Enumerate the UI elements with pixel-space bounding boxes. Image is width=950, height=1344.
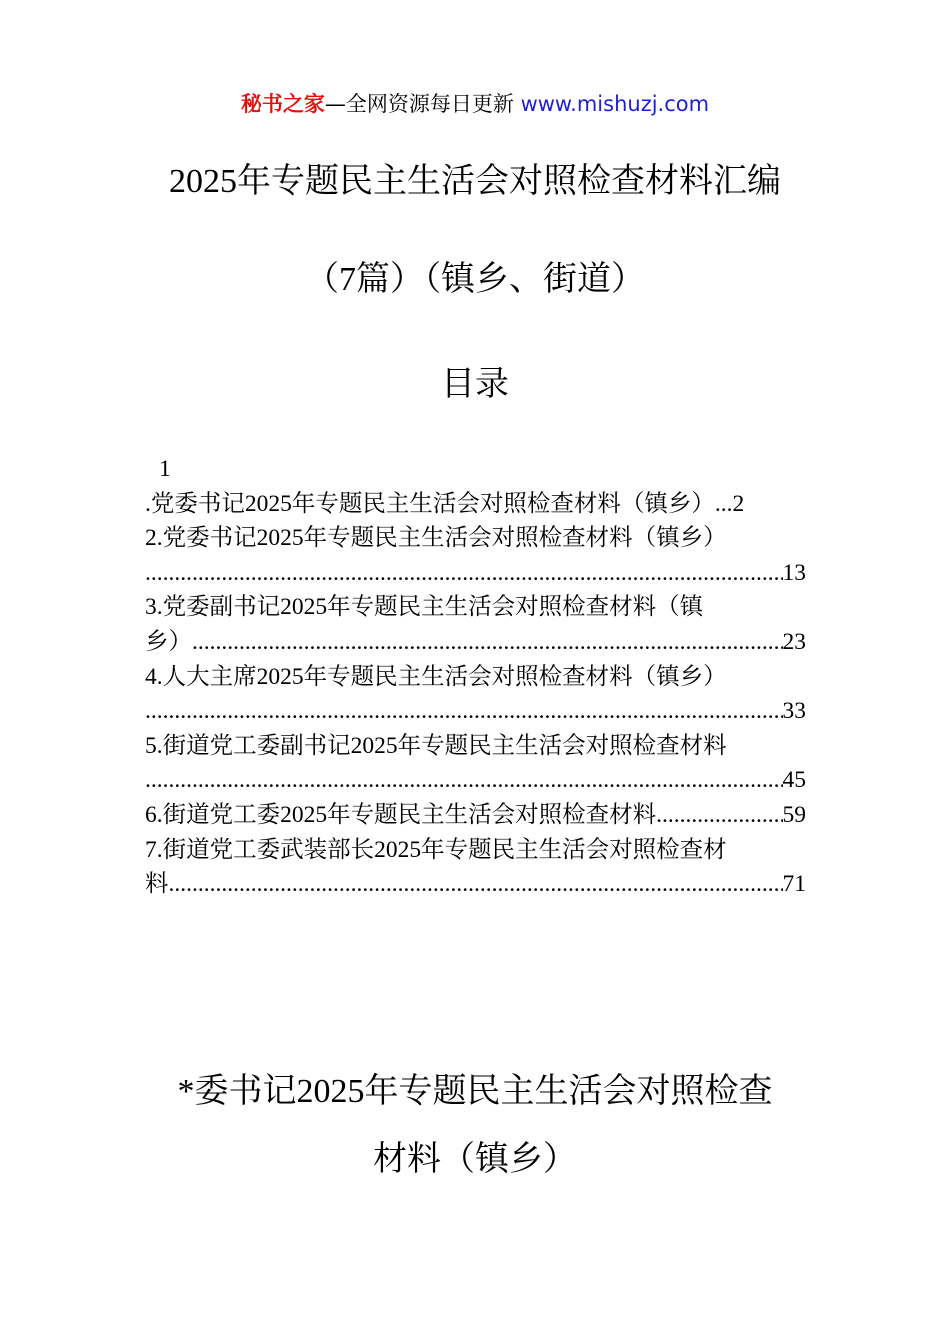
- toc-heading: 目录: [441, 366, 509, 403]
- document-title-line1: 2025年专题民主生活会对照检查材料汇编: [169, 163, 781, 200]
- section-title: [0, 1058, 950, 1194]
- toc-leader-dots: [145, 694, 783, 729]
- toc-item-7-page: 71: [782, 871, 806, 898]
- toc-item-3-cont: 乡）: [145, 628, 192, 655]
- toc-item-2-page: 13: [782, 559, 806, 586]
- table-of-contents: [145, 452, 806, 902]
- toc-item-2[interactable]: [145, 521, 806, 556]
- toc-item-4-text: 4.人大主席2025年专题民主生活会对照检查材料（镇乡）: [145, 663, 727, 690]
- toc-item-7-cont: 料: [145, 871, 169, 898]
- toc-item-5-text: 5.街道党工委副书记2025年专题民主生活会对照检查材料: [145, 732, 727, 759]
- toc-leader-dots: [145, 763, 783, 798]
- toc-item-7[interactable]: [145, 833, 806, 868]
- toc-item-7-leader[interactable]: [145, 867, 806, 902]
- toc-leader-dots: [656, 798, 782, 833]
- toc-item-1-text: .党委书记2025年专题民主生活会对照检查材料（镇乡）...: [145, 490, 733, 517]
- toc-item-5-leader[interactable]: [145, 763, 806, 798]
- site-url-link[interactable]: www.mishuzj.com: [520, 92, 710, 116]
- toc-item-4-page: 33: [782, 698, 806, 725]
- toc-item-3-leader[interactable]: [145, 625, 806, 660]
- toc-item-4-leader[interactable]: [145, 694, 806, 729]
- toc-item1-number: 1: [159, 456, 171, 482]
- toc-item-5[interactable]: [145, 729, 806, 764]
- toc-leader-dots: [192, 625, 783, 660]
- toc-item-1-page: 2: [732, 490, 745, 517]
- toc-item-4[interactable]: [145, 660, 806, 695]
- site-header: [0, 88, 950, 120]
- toc-item-6-text: 6.街道党工委2025年专题民主生活会对照检查材料: [145, 801, 657, 828]
- toc-item-2-leader[interactable]: [145, 556, 806, 591]
- toc-item-6[interactable]: [145, 798, 806, 833]
- toc-item-1[interactable]: [145, 487, 806, 522]
- toc-item-6-page: 59: [782, 801, 806, 828]
- section-title-line1: *委书记2025年专题民主生活会对照检查: [177, 1073, 773, 1110]
- toc-item-5-page: 45: [782, 767, 806, 794]
- toc-item-3-page: 23: [782, 628, 806, 655]
- site-brand: 秘书之家: [240, 92, 325, 116]
- section-title-line2: 材料（镇乡）: [373, 1141, 577, 1178]
- toc-item-3-text: 3.党委副书记2025年专题民主生活会对照检查材料（镇: [145, 594, 704, 621]
- toc-item-3[interactable]: [145, 590, 806, 625]
- site-tagline: —全网资源每日更新: [324, 92, 521, 116]
- toc-item-2-text: 2.党委书记2025年专题民主生活会对照检查材料（镇乡）: [145, 525, 727, 552]
- toc-leader-dots: [169, 867, 783, 902]
- toc-leader-dots: [145, 556, 783, 591]
- toc-item-7-text: 7.街道党工委武装部长2025年专题民主生活会对照检查材: [145, 836, 727, 863]
- document-title-line2: （7篇）（镇乡、街道）: [305, 261, 645, 298]
